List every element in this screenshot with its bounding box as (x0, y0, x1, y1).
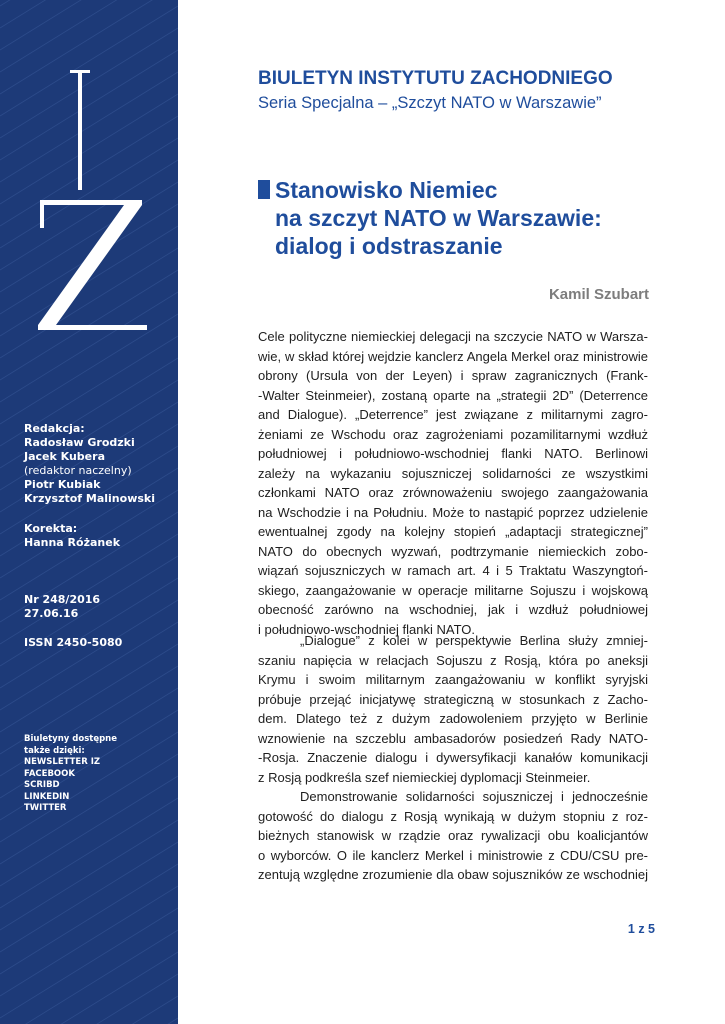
iz-logo (30, 70, 152, 340)
sidebar-pattern-line (0, 842, 178, 952)
availability-text: także dzięki: (24, 745, 85, 756)
paragraph-line: Krymu i swoim militarnym zaangażowaniu w konflikt syryjski (258, 672, 648, 687)
sidebar-pattern-line (0, 996, 178, 1024)
availability-section (24, 734, 174, 815)
editorial-section (24, 422, 174, 506)
proofreading-label: Korekta: (24, 522, 78, 535)
paragraph-line: -Walter Steinmeier), zostaną oparte na „strategii 2D” (Deterrence (258, 387, 648, 403)
bulletin-title: BIULETYN INSTYTUTU ZACHODNIEGO (258, 68, 613, 89)
editor-name: Radosław Grodzki (24, 436, 135, 449)
proofreading-section (24, 522, 174, 550)
issue-number: Nr 248/2016 (24, 593, 101, 606)
article-title (275, 176, 602, 260)
sidebar-pattern-line (0, 864, 178, 974)
series-title: Seria Specjalna – „Szczyt NATO w Warszawie” (258, 94, 602, 112)
paragraph-line: próbuje przejąć inicjatywę strategiczną w stosunkach z Zacho- (258, 691, 648, 707)
paragraph-line: gotowość do dialogu z Rosją wynikają w dużym stopniu z roz- (258, 808, 648, 824)
paragraph (258, 327, 648, 639)
article-title-line: dialog i odstraszanie (275, 233, 503, 259)
channel-facebook[interactable]: FACEBOOK (24, 768, 75, 779)
issue-date: 27.06.16 (24, 607, 79, 620)
editor-name: Jacek Kubera (24, 450, 105, 463)
paragraph-line: wiązań sojuszniczych w ramach art. 4 i 5 Traktatu Waszyngtoń- (258, 563, 648, 578)
editor-name: Krzysztof Malinowski (24, 492, 155, 505)
paragraph-line: and Dialogue). „Deterrence” jest związane z militarnymi zagro- (258, 407, 648, 422)
paragraph-line: na Wschodzie i na Południu. Może to nastąpić poprzez udzielenie (258, 504, 648, 520)
proofreader-name: Hanna Różanek (24, 536, 121, 549)
channel-twitter[interactable]: TWITTER (24, 803, 67, 813)
paragraph-line: ewentualnej zgody na kolejny stopień „adaptacji strategicznej” (258, 524, 648, 539)
paragraph-line: dem. Dlatego też z dużym zadowoleniem przyjęto w Berlinie (258, 711, 648, 726)
paragraph-line: „Dialogue” z kolei w perspektywie Berlina służy zmniej- (300, 633, 648, 648)
paragraph-line: z Rosją podkreśla szef niemieckiej dyplomacji Steinmeier. (258, 769, 591, 785)
article-title-line: Stanowisko Niemiec (275, 177, 498, 203)
paragraph-line: NATO do obecnych wyzwań, podtrzymanie niemieckich zobo- (258, 543, 648, 559)
paragraph (258, 631, 648, 787)
editor-note: (redaktor naczelny) (24, 464, 132, 477)
issn-info (24, 636, 174, 650)
sidebar-pattern-line (0, 0, 178, 50)
editorial-label: Redakcja: (24, 422, 85, 435)
article-title-line: na szczyt NATO w Warszawie: (275, 205, 602, 231)
sidebar-pattern-line (0, 974, 178, 1024)
paragraph-line: wie, w skład której wejdzie kanclerz Angela Merkel oraz ministrowie (258, 348, 648, 364)
issn: ISSN 2450-5080 (24, 636, 123, 649)
paragraph-line: i południowo-wschodniej flanki NATO. (258, 621, 476, 637)
sidebar-pattern-line (0, 886, 178, 996)
paragraph-line: bieżnych stanowisk w rządzie oraz rywalizacji obu koalicjantów (258, 828, 648, 843)
paragraph-line: Demonstrowanie solidarności sojuszniczej i jednocześnie (300, 789, 648, 804)
paragraph-line: o wyborców. O ile kanclerz Merkel i ministrowie z CDU/CSU pre- (258, 847, 648, 863)
author-name: Kamil Szubart (548, 286, 649, 303)
paragraph-line: szaniu napięcia w relacjach Sojuszu z Rosją, która po aneksji (258, 652, 648, 668)
paragraph-line: obecność zarówno na wschodniej, jak i wzdłuż południowej (258, 602, 648, 617)
paragraph-line: wznowienie na szczeblu ambasadorów posiedzeń Rady NATO- (258, 730, 648, 746)
issue-info (24, 593, 174, 621)
sidebar-pattern-line (0, 930, 178, 1024)
title-marker (258, 180, 270, 199)
paragraph-line: członkami NATO oraz zrównoważeniu swojego zaangażowania (258, 485, 648, 500)
paragraph-line: skiego, zaangażowanie w operacje militarne Sojuszu i wojskową (258, 582, 648, 598)
paragraph-line: -Rosja. Znaczenie dialogu i dywersyfikacji kanałów komunikacji (258, 750, 648, 765)
sidebar (0, 0, 178, 1024)
paragraph-line: obrony (Ursula von der Leyen) i spraw zagranicznych (Frank- (258, 368, 648, 383)
paragraph-line: Cele polityczne niemieckiej delegacji na szczycie NATO w Warsza- (258, 329, 648, 344)
paragraph (258, 787, 648, 885)
channel-linkedin[interactable]: LINKEDIN (24, 791, 70, 802)
editor-name: Piotr Kubiak (24, 478, 101, 491)
paragraph-line: zależy na wykazaniu sojuszniczej solidarności ze wszystkimi (258, 465, 648, 481)
paragraph-line: żeniami ze Wschodu oraz zagrożeniami pozamilitarnymi wzdłuż (258, 426, 648, 442)
sidebar-pattern-line (0, 820, 178, 930)
sidebar-pattern-line (0, 0, 178, 28)
channel-newsletter[interactable]: NEWSLETTER IZ (24, 757, 101, 767)
availability-text: Biuletyny dostępne (24, 734, 117, 744)
paragraph-line: południowej i południowo-wschodniej flanki NATO. Berlinowi (258, 446, 648, 461)
sidebar-pattern-line (0, 908, 178, 1018)
channel-scribd[interactable]: SCRIBD (24, 780, 60, 790)
page-indicator: 1 z 5 (627, 922, 655, 936)
sidebar-pattern-line (0, 534, 178, 644)
paragraph-line: zentują względne zrozumienie dla obaw sojuszników ze wschodniej (258, 867, 648, 882)
sidebar-pattern-line (0, 798, 178, 908)
